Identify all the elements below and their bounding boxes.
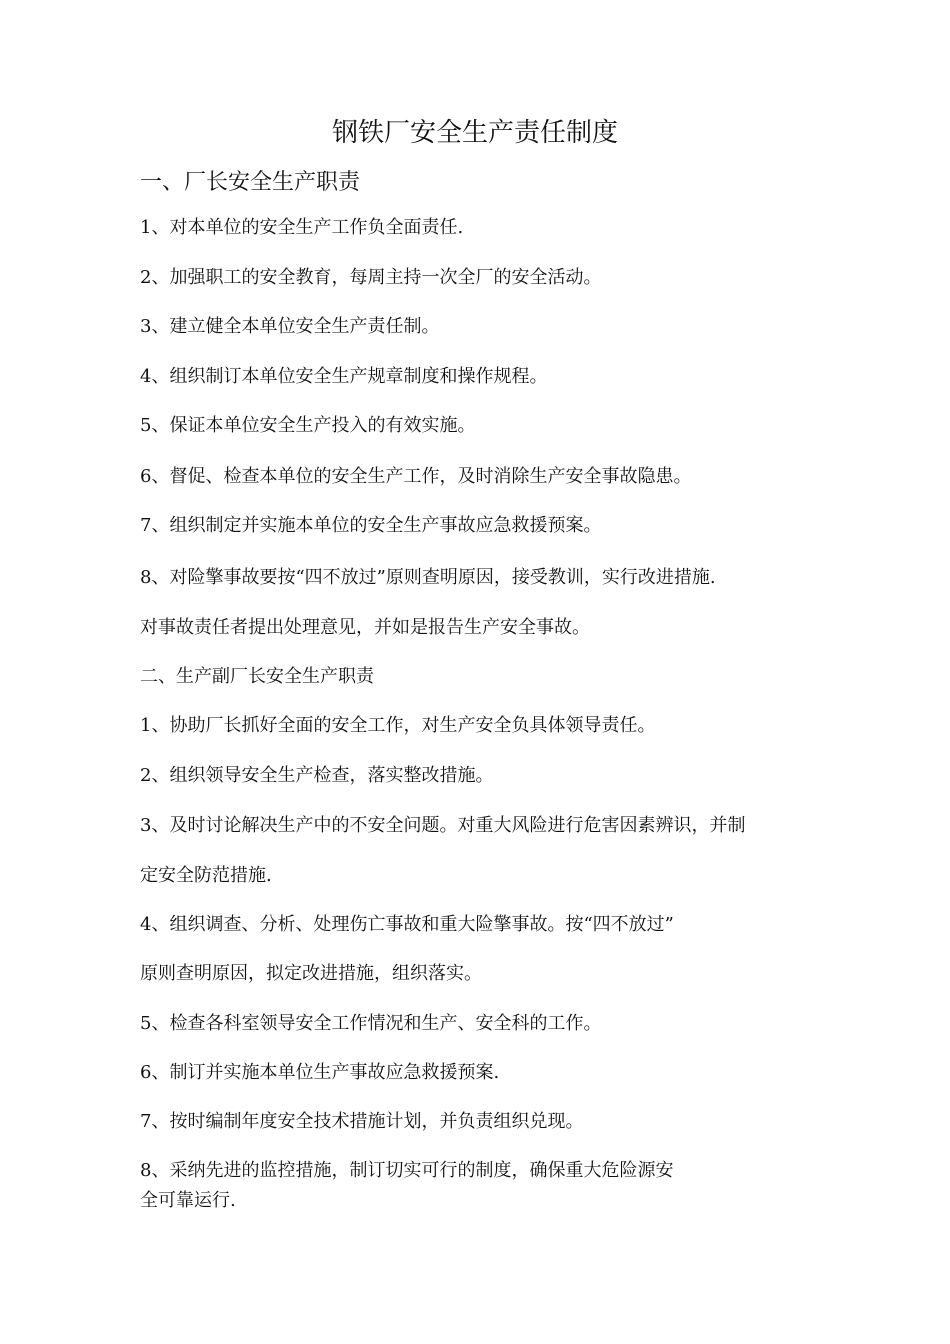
section-2-item: 8、采纳先进的监控措施，制订切实可行的制度，确保重大危险源安 <box>140 1160 674 1181</box>
section-1-item: 8、对险擎事故要按“四不放过”原则查明原因，接受教训，实行改进措施. <box>140 567 716 588</box>
section-2-item: 5、检查各科室领导安全工作情况和生产、安全科的工作。 <box>140 1013 602 1034</box>
section-2-item: 3、及时讨论解决生产中的不安全问题。对重大风险进行危害因素辨识，并制 <box>140 815 746 836</box>
section-1-item: 4、组织制订本单位安全生产规章制度和操作规程。 <box>140 366 548 387</box>
section-2-item: 6、制订并实施本单位生产事故应急救援预案. <box>140 1062 500 1083</box>
section-2-item: 定安全防范措施. <box>140 865 272 886</box>
section-2-item: 4、组织调查、分析、处理伤亡事故和重大险擎事故。按“四不放过” <box>140 914 674 935</box>
section-1-heading: 一、厂长安全生产职责 <box>140 170 361 195</box>
section-1-item: 3、建立健全本单位安全生产责任制。 <box>140 316 440 337</box>
section-2-heading: 二、生产副厂长安全生产职责 <box>140 666 374 687</box>
section-1-item: 2、加强职工的安全教育，每周主持一次全厂的安全活动。 <box>140 267 602 288</box>
section-1-item: 6、督促、检查本单位的安全生产工作，及时消除生产安全事故隐患。 <box>140 466 692 487</box>
section-1-item: 5、保证本单位安全生产投入的有效实施。 <box>140 415 476 436</box>
section-2-item: 7、按时编制年度安全技术措施计划，并负责组织兑现。 <box>140 1111 584 1132</box>
section-2-item: 原则查明原因，拟定改进措施，组织落实。 <box>140 963 482 984</box>
section-1-item: 1、对本单位的安全生产工作负全面责任. <box>140 217 464 238</box>
section-2-item: 2、组织领导安全生产检查，落实整改措施。 <box>140 765 494 786</box>
section-1-item: 7、组织制定并实施本单位的安全生产事故应急救援预案。 <box>140 515 602 536</box>
document-title: 钢铁厂安全生产责任制度 <box>331 118 618 148</box>
section-2-item: 全可靠运行. <box>140 1190 236 1211</box>
section-1-item: 对事故责任者提出处理意见，并如是报告生产安全事故。 <box>140 617 590 638</box>
section-2-item: 1、协助厂长抓好全面的安全工作，对生产安全负具体领导责任。 <box>140 715 656 736</box>
